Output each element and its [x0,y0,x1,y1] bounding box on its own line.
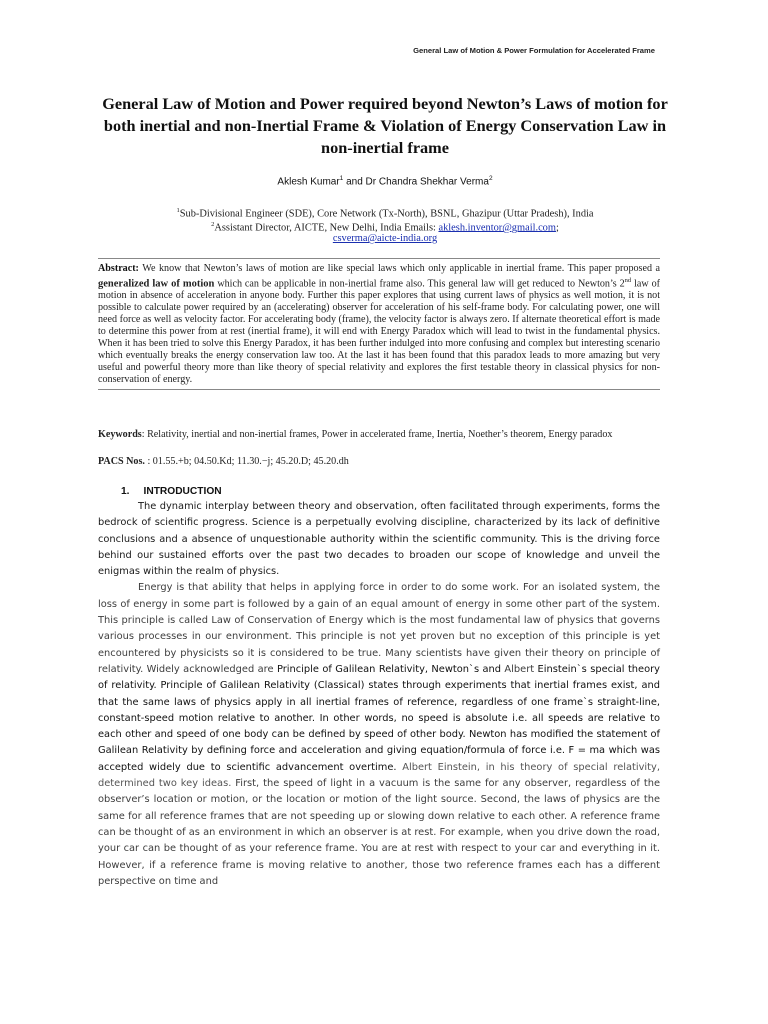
author-2: Dr Chandra Shekhar Verma [365,176,489,188]
section-number: 1. [121,486,130,497]
running-header: General Law of Motion & Power Formulation for Accelerated Frame [413,46,655,55]
author-1: Aklesh Kumar [277,176,340,188]
paragraph-2-part-d: Einstein`s special theory of relativity. Principle of Galilean Relativity (Classical) states through experiments that inertial frames exist, and that the same laws of physics apply in all inertial frames of reference, regardless of one frame`s straight-line, constant-speed motion relative to another. In other words, no speed is absolute i.e. all speeds are relative to each other and speed of one body can be defined by speed of other body. Newton has modified the statement of Galilean Relativity by defining force and acceleration and giving equation/formula of force i.e. F = ma which was accepted widely due to scientific advancement overtime. [98,663,660,773]
keywords-text: : Relativity, inertial and non-inertial frames, Power in accelerated frame, Inertia, Noether’s theorem, Energy paradox [141,429,613,440]
abstract-block [98,258,660,390]
email-separator: ; [555,222,559,234]
author-2-sup: 2 [488,175,493,182]
section-heading-introduction [121,486,222,497]
pacs-label: PACS Nos. [98,456,145,467]
pacs-line [98,456,660,467]
paragraph-2-part-e: Albert Einstein, in his theory of special relativity, determined two key ideas. [98,761,660,790]
abstract-text-3: law of motion in absence of acceleration in anyone body. Further this paper explores that using current laws of physics as well motion, it is not possible to calculate power required by an (accelerating) observer for acceleration of his self-frame body. For calculating power, one will need force as well as velocity factor. For accelerating body (frame), the velocity factor is always zero. If alternate theoretical effort is made to determine this power from at rest (inertial frame), it will end with Energy Paradox which will lead to twist in the fundamental physics. When it has been tried to solve this Energy Paradox, it has been further indulged into more confusing and complex but interesting scenario which eventually breaks the energy conservation law too. At the last it has been found that this paradox leads to more amazing but very useful and powerful theory more than like theory of special relativity and explores the first testable theory in classical physics for non-conservation of energy. [98,278,661,386]
pacs-text: : 01.55.+b; 04.50.Kd; 11.30.−j; 45.20.D; 45.20.dh [144,456,349,467]
paragraph-2-part-f: First, the speed of light in a vacuum is the same for any observer, regardless of the observer’s location or motion, or the location or motion of the light source. Second, the laws of physics are the same for all reference frames that are not speeding up or slowing down relative to each other. A reference frame can be thought of as an environment in which an observer is at rest. For example, when you drive down the road, your car can be thought of as your reference frame. You are at rest with respect to your car and everything in it. However, if a reference frame is moving relative to another, those two reference frames each has a different perspective on time and [98,778,661,887]
paragraph-2 [98,580,660,890]
author-conjunction: and [343,176,366,188]
email-link-2[interactable]: csverma@aicte-india.org [332,233,438,244]
paragraph-2-part-c: Albert [504,663,535,675]
author-line [100,175,670,187]
affiliation-2-sup: 2 [211,221,215,228]
abstract-text-2: which can be applicable in non-inertial frame also. This general law will get reduced to Newton’s 2 [214,278,625,290]
introduction-body [98,499,660,890]
affiliation-1-sup: 1 [176,207,180,214]
paragraph-2-part-a: Energy is that ability that helps in applying force in order to do some work. For an isolated system, the loss of energy in some part is followed by a gain of an equal amount of energy in some other part of the system. This principle is called Law of Conservation of Energy which is the most fundamental law of physics that governs various processes in our environment. This principle is not yet proven but no exception of this principle is yet encountered by physicists so it is considered to be true. Many scientists have given their theory on principle of relativity. Widely acknowledged are [98,582,660,675]
abstract-bold-term: generalized law of motion [98,278,215,290]
paper-title: General Law of Motion and Power required beyond Newton’s Laws of motion for both inertial and non-Inertial Frame & Violation of Energy Conservation Law in non-inertial frame [102,94,668,157]
abstract-label: Abstract: [98,263,139,274]
abstract-sup: nd [624,277,632,284]
email-link-1[interactable]: aklesh.inventor@gmail.com [438,222,556,234]
affiliation-2-text: Assistant Director, AICTE, New Delhi, India Emails: [214,222,439,234]
paragraph-1: The dynamic interplay between theory and observation, often facilitated through experiments, forms the bedrock of scientific progress. Science is a perpetually evolving discipline, characterized by its lack of definitive conclusions and a absence of unquestionable authority within the scientific community. This is the driving force behind our sustained efforts over the past two decades to broaden our scope of knowledge and unveil the enigmas within the realm of physics. [98,501,660,578]
affiliation-1-text: Sub-Divisional Engineer (SDE), Core Network (Tx-North), BSNL, Ghazipur (Uttar Pradesh), India [179,208,594,220]
keywords-label: Keywords [98,429,142,440]
author-1-sup: 1 [339,175,344,182]
section-title: INTRODUCTION [143,486,222,497]
abstract-text-1: We know that Newton’s laws of motion are like special laws which only applicable in inertial frame. This paper proposed a [138,263,660,274]
keywords-block [98,429,660,441]
paragraph-2-part-b: Principle of Galilean Relativity, Newton`s and [276,663,505,675]
affiliation-email-2 [100,232,670,245]
